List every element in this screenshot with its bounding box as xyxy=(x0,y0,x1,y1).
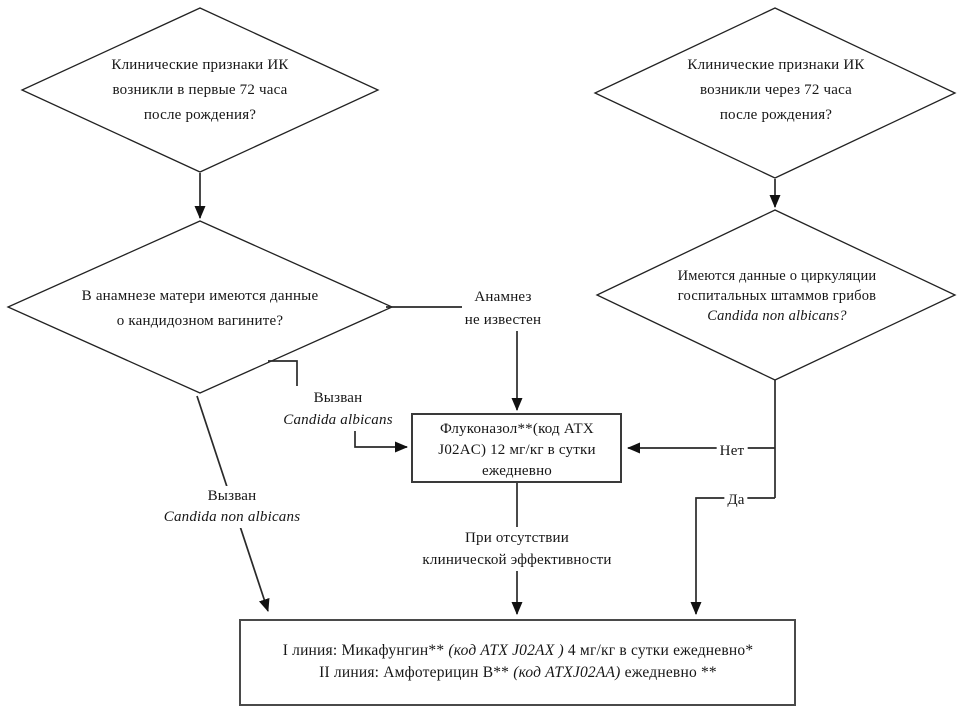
edge-label-yes-text: Да xyxy=(724,492,747,508)
therapy-line-2-code: (код АТХJ02AA) xyxy=(513,664,621,681)
therapy-line-1-pre: I линия: Микафунгин** xyxy=(282,642,449,659)
edge-label-line: При отсутствии xyxy=(419,527,614,549)
decision-line: Клинические признаки ИК xyxy=(111,57,289,73)
process-line: Флуконазол**(код АТХ xyxy=(440,421,594,437)
decision-mid-left-text xyxy=(82,284,319,334)
edge-label-no-clinical-effect xyxy=(419,527,614,571)
edge-label-line: не известен xyxy=(464,312,542,328)
decision-line: после рождения? xyxy=(143,107,257,123)
edge-label-line: Вызван xyxy=(313,390,363,406)
decision-line: о кандидозном вагините? xyxy=(116,313,284,329)
edge-label-line-italic: Candida non albicans xyxy=(161,507,304,528)
edge-label-caused-by-albicans xyxy=(283,387,392,431)
edge-label-caused-by-non-albicans xyxy=(161,486,304,528)
decision-line: возникли в первые 72 часа xyxy=(112,82,288,98)
decision-line: Клинические признаки ИК xyxy=(687,57,865,73)
arrow-albicans-to-fluconazole xyxy=(355,431,407,447)
edge-label-line: Вызван xyxy=(161,486,304,507)
line-mid-left-to-albicans-label xyxy=(268,361,297,386)
edge-label-line-italic: Candida albicans xyxy=(283,412,393,428)
edge-label-line: клинической эффективности xyxy=(419,549,614,571)
decision-line-italic: Candida non albicans? xyxy=(707,308,847,324)
therapy-line-1-post: 4 мг/кг в сутки ежедневно* xyxy=(563,642,754,659)
process-fluconazole-text xyxy=(438,419,595,482)
decision-line: после рождения? xyxy=(719,107,833,123)
edge-label-yes xyxy=(724,489,747,511)
therapy-line-2-pre: II линия: Амфотерицин В** xyxy=(319,664,514,681)
process-therapy-text xyxy=(283,640,754,684)
decision-line: Имеются данные о циркуляции xyxy=(677,268,877,284)
edge-label-no-text: Нет xyxy=(717,443,748,459)
edge-label-no xyxy=(717,440,748,462)
process-line: ежедневно xyxy=(481,463,552,479)
edge-label-line: Анамнез xyxy=(474,289,532,305)
decision-top-right-text xyxy=(687,53,864,128)
therapy-line-2 xyxy=(283,662,754,684)
arrow-yes-to-therapy xyxy=(696,498,775,614)
decision-line: возникли через 72 часа xyxy=(699,82,853,98)
decision-mid-right-text xyxy=(678,266,877,326)
therapy-line-2-post: ежедневно ** xyxy=(620,664,717,681)
edge-label-anamnesis-unknown xyxy=(465,286,542,332)
decision-line: В анамнезе матери имеются данные xyxy=(81,288,319,304)
decision-line: госпитальных штаммов грибов xyxy=(677,288,877,304)
therapy-line-1 xyxy=(283,640,754,662)
process-line: J02AC) 12 мг/кг в сутки xyxy=(438,442,596,458)
therapy-line-1-code: (код АТХ J02AX ) xyxy=(448,642,564,659)
decision-top-left-text xyxy=(111,53,288,128)
